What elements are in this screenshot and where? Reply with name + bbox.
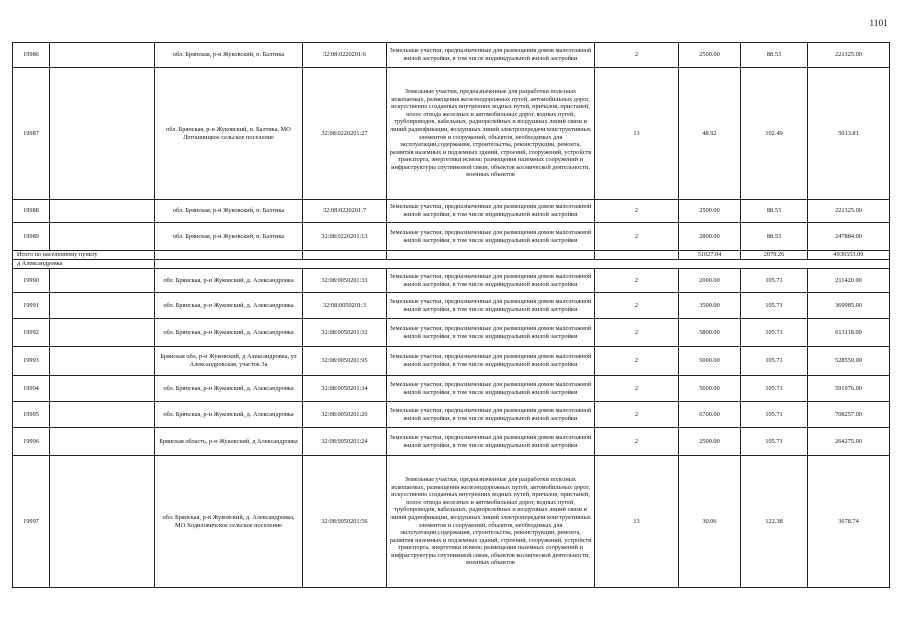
cell-use: Земельные участки, предназначенные для разработки полезных ископаемых, размещения железнодорожных путей, автомобильных дорог, искусственно созданных внутренних водных путей, причалов, пристаней, полос отвода железных и автомобильных дорог, водных путей, трубопроводов, кабельных, радиорелейных и воздушных линий связи и линий радиофикации, воздушных линий электропередачи конструктивных элементов и сооружений, объектов, необходимых для эксплуатации,содержания, строительства, реконструкции, ремонта, развития наземных и подземных зданий, строений, сооружений, устройств транспорта, энергетики исвязи; размещения наземных сооружений и инфраструктуры спутниковой связи, объектов космической деятельности, военных объектов bbox=[387, 68, 595, 200]
cell-use: Земельные участки, предназначенные для размещения домов малоэтажной жилой застройки, в том числе индивидуальной жилой застройки bbox=[387, 402, 595, 428]
cell-use: Земельные участки, предназначенные для разработки полезных ископаемых, размещения железнодорожных путей, автомобильных дорог, искусственно созданных внутренних водных путей, причалов, пристаней, полос отвода железных и автомобильных дорог, водных путей, трубопроводов, кабельных, радиорелейных и воздушных линий связи и линий радиофикации, воздушных линий электропередачи конструктивных элементов и сооружений, объектов, необходимых для эксплуатации,содержания, строительства, реконструкции, ремонта, развития наземных и подземных зданий, строений, сооружений, устройств транспорта, энергетики исвязи; размещения наземных сооружений и инфраструктуры спутниковой связи, объектов космической деятельности, военных объектов bbox=[387, 456, 595, 588]
cell-id: 19987 bbox=[13, 68, 50, 200]
cell-address: обл. Брянская, р-н Жуковский, д. Александровка bbox=[155, 269, 303, 293]
table-row bbox=[13, 319, 890, 347]
cell-value: 264275.00 bbox=[808, 428, 890, 456]
cell-group: 2 bbox=[595, 347, 679, 376]
cell-cadastral: 32:08:0220201:27 bbox=[303, 68, 387, 200]
total-label: Итого по населенному пункту bbox=[13, 251, 155, 260]
cell-area: 5800.00 bbox=[679, 319, 741, 347]
cell-rate: 88.53 bbox=[741, 43, 808, 68]
table-row bbox=[13, 223, 890, 251]
empty-cell bbox=[50, 376, 155, 402]
cell-group: 2 bbox=[595, 402, 679, 428]
page-number: 1101 bbox=[869, 18, 888, 28]
cell-rate: 122.38 bbox=[741, 456, 808, 588]
cell-address: обл. Брянская, р-н Жуковский, д. Александровка bbox=[155, 402, 303, 428]
cell-cadastral: 32:08:0050201:32 bbox=[303, 319, 387, 347]
cell-cadastral: 32:08:0050201:34 bbox=[303, 376, 387, 402]
cell-use: Земельные участки, предназначенные для размещения домов малоэтажной жилой застройки, в том числе индивидуальной жилой застройки bbox=[387, 428, 595, 456]
cell-id: 19989 bbox=[13, 223, 50, 251]
cell-use: Земельные участки, предназначенные для размещения домов малоэтажной жилой застройки, в том числе индивидуальной жилой застройки bbox=[387, 200, 595, 223]
cell-address: обл. Брянская, р-н Жуковский, д. Александровка bbox=[155, 293, 303, 319]
table-row bbox=[13, 402, 890, 428]
cell-id: 19997 bbox=[13, 456, 50, 588]
cell-value: 221325.00 bbox=[808, 200, 890, 223]
cell-cadastral: 32:08:0220201:13 bbox=[303, 223, 387, 251]
cell-cadastral: 32:08:0050201:20 bbox=[303, 402, 387, 428]
cell-value: 528550.00 bbox=[808, 347, 890, 376]
cell-rate: 105.71 bbox=[741, 269, 808, 293]
cell-area: 2000.00 bbox=[679, 269, 741, 293]
cell-use: Земельные участки, предназначенные для размещения домов малоэтажной жилой застройки, в том числе индивидуальной жилой застройки bbox=[387, 376, 595, 402]
cell-id: 19994 bbox=[13, 376, 50, 402]
cell-rate: 88.53 bbox=[741, 200, 808, 223]
cell-use: Земельные участки, предназначенные для размещения домов малоэтажной жилой застройки, в том числе индивидуальной жилой застройки bbox=[387, 223, 595, 251]
empty-cell bbox=[50, 269, 155, 293]
cell-group: 2 bbox=[595, 376, 679, 402]
table-row bbox=[13, 347, 890, 376]
cell-rate: 105.71 bbox=[741, 402, 808, 428]
empty-cell bbox=[50, 347, 155, 376]
cell-id: 19991 bbox=[13, 293, 50, 319]
locality-header-row bbox=[13, 260, 890, 269]
cell-value: 613118.00 bbox=[808, 319, 890, 347]
cell-cadastral: 32:08:0050201:3 bbox=[303, 293, 387, 319]
cell-id: 19993 bbox=[13, 347, 50, 376]
table-row bbox=[13, 269, 890, 293]
cell-rate: 88.53 bbox=[741, 223, 808, 251]
cell-id: 19996 bbox=[13, 428, 50, 456]
empty-cell bbox=[50, 428, 155, 456]
total-area: 51027.04 bbox=[679, 251, 741, 260]
cell-rate: 105.71 bbox=[741, 293, 808, 319]
empty-cell bbox=[50, 456, 155, 588]
cell-value: 221325.00 bbox=[808, 43, 890, 68]
cell-address: Брянская обл, р-н Жуковский, д Александровка, ул Александровская, участок 3а bbox=[155, 347, 303, 376]
cell-group: 2 bbox=[595, 223, 679, 251]
cell-rate: 105.71 bbox=[741, 428, 808, 456]
total-rate: 2079.26 bbox=[741, 251, 808, 260]
cell-id: 19990 bbox=[13, 269, 50, 293]
cell-group: 13 bbox=[595, 68, 679, 200]
table-row bbox=[13, 200, 890, 223]
cell-area: 2500.00 bbox=[679, 43, 741, 68]
empty-cell bbox=[50, 319, 155, 347]
cell-cadastral: 32:08:0220201:6 bbox=[303, 43, 387, 68]
empty-cell bbox=[50, 68, 155, 200]
cell-id: 19992 bbox=[13, 319, 50, 347]
cell-address: обл. Брянская, р-н Жуковский, д. Александровка, МО Ходиловичское сельское поселение bbox=[155, 456, 303, 588]
cell-use: Земельные участки, предназначенные для размещения домов малоэтажной жилой застройки, в том числе индивидуальной жилой застройки bbox=[387, 43, 595, 68]
table-row bbox=[13, 293, 890, 319]
cell-value: 3678.74 bbox=[808, 456, 890, 588]
table-row bbox=[13, 428, 890, 456]
empty-cell bbox=[50, 402, 155, 428]
empty-cell bbox=[50, 43, 155, 68]
cell-value: 247884.00 bbox=[808, 223, 890, 251]
cell-cadastral: 32:08:0050201:95 bbox=[303, 347, 387, 376]
cell-value: 591976.00 bbox=[808, 376, 890, 402]
empty-cell bbox=[50, 223, 155, 251]
table-row bbox=[13, 376, 890, 402]
cell-address: обл. Брянская, р-н Жуковский, п. Балтика bbox=[155, 200, 303, 223]
cell-address: обл. Брянская, р-н Жуковский, п. Балтика, МО Летошницкое сельское поселение bbox=[155, 68, 303, 200]
cell-value: 708257.00 bbox=[808, 402, 890, 428]
cell-group: 2 bbox=[595, 428, 679, 456]
cell-use: Земельные участки, предназначенные для размещения домов малоэтажной жилой застройки, в том числе индивидуальной жилой застройки bbox=[387, 319, 595, 347]
cell-rate: 105.71 bbox=[741, 319, 808, 347]
empty-cell bbox=[50, 200, 155, 223]
cell-rate: 102.49 bbox=[741, 68, 808, 200]
total-row bbox=[13, 251, 890, 260]
cell-group: 2 bbox=[595, 269, 679, 293]
table-row bbox=[13, 68, 890, 200]
cell-cadastral: 32:08:0050201:33 bbox=[303, 269, 387, 293]
cell-address: обл. Брянская, р-н Жуковский, п. Балтика bbox=[155, 43, 303, 68]
cell-address: обл. Брянская, р-н Жуковский, д. Александровка bbox=[155, 319, 303, 347]
cell-group: 2 bbox=[595, 319, 679, 347]
cell-area: 5600.00 bbox=[679, 376, 741, 402]
locality-name: д Александровка bbox=[13, 260, 155, 269]
table-row bbox=[13, 456, 890, 588]
cell-group: 2 bbox=[595, 200, 679, 223]
cell-area: 3500.00 bbox=[679, 293, 741, 319]
cell-address: обл. Брянская, р-н Жуковский, д. Александровка bbox=[155, 376, 303, 402]
cell-area: 30.06 bbox=[679, 456, 741, 588]
cell-value: 211420.00 bbox=[808, 269, 890, 293]
land-registry-table bbox=[12, 42, 890, 588]
empty-cell bbox=[50, 293, 155, 319]
table-row bbox=[13, 43, 890, 68]
cell-group: 2 bbox=[595, 293, 679, 319]
cell-group: 13 bbox=[595, 456, 679, 588]
cell-use: Земельные участки, предназначенные для размещения домов малоэтажной жилой застройки, в том числе индивидуальной жилой застройки bbox=[387, 293, 595, 319]
cell-use: Земельные участки, предназначенные для размещения домов малоэтажной жилой застройки, в том числе индивидуальной жилой застройки bbox=[387, 347, 595, 376]
cell-rate: 105.71 bbox=[741, 347, 808, 376]
cell-area: 5000.00 bbox=[679, 347, 741, 376]
cell-area: 48.92 bbox=[679, 68, 741, 200]
cell-area: 2500.00 bbox=[679, 200, 741, 223]
cell-cadastral: 32:08:0050201:56 bbox=[303, 456, 387, 588]
cell-cadastral: 32:08:0220201:7 bbox=[303, 200, 387, 223]
cell-id: 19995 bbox=[13, 402, 50, 428]
cell-id: 19988 bbox=[13, 200, 50, 223]
cell-group: 2 bbox=[595, 43, 679, 68]
cell-area: 2500.00 bbox=[679, 428, 741, 456]
cell-area: 6700.00 bbox=[679, 402, 741, 428]
cell-cadastral: 32:08:0050201:24 bbox=[303, 428, 387, 456]
cell-value: 369985.00 bbox=[808, 293, 890, 319]
cell-address: обл. Брянская, р-н Жуковский, п. Балтика bbox=[155, 223, 303, 251]
total-value: 4936553.09 bbox=[808, 251, 890, 260]
cell-use: Земельные участки, предназначенные для размещения домов малоэтажной жилой застройки, в том числе индивидуальной жилой застройки bbox=[387, 269, 595, 293]
cell-rate: 105.71 bbox=[741, 376, 808, 402]
cell-id: 19986 bbox=[13, 43, 50, 68]
cell-value: 5013.81 bbox=[808, 68, 890, 200]
cell-area: 2800.00 bbox=[679, 223, 741, 251]
cell-address: Брянская область, р-н Жуковский, д Александровка bbox=[155, 428, 303, 456]
